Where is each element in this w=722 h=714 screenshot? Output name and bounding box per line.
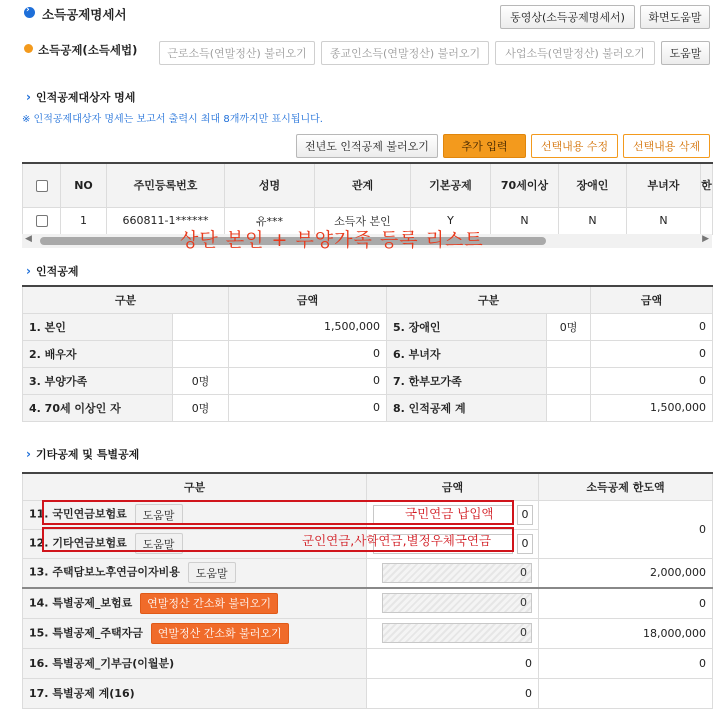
annotation-other-pension: 군인연금,사학연금,별정우체국연금 [302,533,492,548]
arrow-glyph-icon: › [26,5,30,15]
other-limit: 0 [539,588,713,618]
other-header-limit: 소득공제 한도액 [539,473,713,500]
other-label: 12. 기타연금보험료 [29,536,127,550]
personal-count [173,313,229,340]
personal-header-row [23,286,713,313]
personal-amount: 0 [229,367,387,394]
col-single-parent: 한 [701,163,713,207]
personal-header-amount-left: 금액 [229,286,387,313]
personal-label: 8. 인적공제 계 [387,394,547,421]
help-button[interactable]: 도움말 [135,504,183,525]
help-button[interactable]: 도움말 [661,41,710,65]
subheader-title: 소득공제(소득세법) [38,43,138,57]
add-entry-button[interactable]: 추가 입력 [443,134,526,158]
personal-count [173,340,229,367]
simple-import-button[interactable]: 연말정산 간소화 불러오기 [151,623,289,644]
table-row [23,558,713,588]
other-header-row [23,473,713,500]
col-over70: 70세이상 [491,163,559,207]
table-row [23,588,713,618]
other-limit: 18,000,000 [539,618,713,648]
personal-deduction-table [22,285,713,422]
personal-amount: 0 [591,340,713,367]
personal-count: 0명 [547,313,591,340]
amount-value: 0 [382,593,532,613]
row-overflow [701,207,713,234]
table-row [23,648,713,678]
personal-label: 4. 70세 이상인 자 [23,394,173,421]
section-arrow-icon: › [26,90,31,104]
import-religious-button[interactable]: 종교인소득(연말정산) 불러오기 [321,41,489,65]
annotation-national-pension: 국민연금 납입액 [405,506,494,521]
col-disabled: 장애인 [559,163,627,207]
edit-selected-button[interactable]: 선택내용 수정 [531,134,618,158]
other-label: 11. 국민연금보험료 [29,507,127,521]
amount-value: 0 [517,505,533,525]
other-label: 13. 주택담보노후연금이자비용 [29,565,180,579]
other-limit: 0 [539,648,713,678]
personal-label: 5. 장애인 [387,313,547,340]
other-amount-cell [367,588,539,618]
col-woman: 부녀자 [627,163,701,207]
personal-amount: 1,500,000 [229,313,387,340]
personal-header-amount-right: 금액 [591,286,713,313]
other-label-cell [23,588,367,618]
other-section-title [26,446,139,462]
other-label-cell [23,618,367,648]
other-limit [539,678,713,708]
personal-amount: 1,500,000 [591,394,713,421]
table-row [23,367,713,394]
personal-section-title [26,263,78,279]
col-rrn: 주민등록번호 [107,163,225,207]
table-row [23,394,713,421]
other-amount-cell [367,618,539,648]
personal-amount: 0 [229,394,387,421]
amount-value: 0 [382,623,532,643]
section-arrow-icon: › [26,447,31,461]
table-row [23,678,713,708]
section-arrow-icon: › [26,264,31,278]
personal-count [547,340,591,367]
other-title-text: 기타공제 및 특별공제 [35,448,140,461]
dependents-header-row [23,163,713,207]
dependents-title-text: 인적공제대상자 명세 [35,91,136,104]
simple-import-button[interactable]: 연말정산 간소화 불러오기 [140,593,278,614]
personal-count [547,394,591,421]
row-select-cell[interactable] [23,207,61,234]
personal-amount: 0 [591,367,713,394]
table-row [23,500,713,529]
other-label: 15. 특별공제_주택자금 [29,626,143,639]
row-name: 유*** [225,207,315,234]
personal-header-category-left: 구분 [23,286,229,313]
delete-selected-button[interactable]: 선택내용 삭제 [623,134,710,158]
personal-header-category-right: 구분 [387,286,591,313]
personal-amount: 0 [591,313,713,340]
amount-value: 0 [382,563,532,583]
dependents-note: ※ 인적공제대상자 명세는 보고서 출력시 최대 8개까지만 표시됩니다. [22,114,323,125]
personal-label: 7. 한부모가족 [387,367,547,394]
row-no: 1 [61,207,107,234]
dependents-table [22,162,713,235]
col-name: 성명 [225,163,315,207]
select-all-cell[interactable] [23,163,61,207]
personal-label: 3. 부양가족 [23,367,173,394]
screen-help-button[interactable]: 화면도움말 [640,5,710,29]
row-woman: N [627,207,701,234]
import-business-button[interactable]: 사업소득(연말정산) 불러오기 [495,41,655,65]
dependents-section-title [26,89,135,105]
other-amount-cell [367,558,539,588]
other-header-category: 구분 [23,473,367,500]
other-label: 14. 특별공제_보험료 [29,596,133,610]
row-over70: N [491,207,559,234]
other-label-cell [23,500,367,529]
bullet-icon [24,44,33,53]
other-deduction-table [22,472,713,709]
scroll-right-icon[interactable]: ▶ [702,234,709,244]
other-limit: 2,000,000 [539,558,713,588]
row-relation: 소득자 본인 [315,207,411,234]
help-button[interactable]: 도움말 [188,562,236,583]
row-rrn: 660811-1****** [107,207,225,234]
video-button[interactable]: 동영상(소득공제명세서) [500,5,635,29]
personal-amount: 0 [229,340,387,367]
page-title: 소득공제명세서 [42,7,127,22]
other-label-cell [23,558,367,588]
other-header-amount: 금액 [367,473,539,500]
other-amount: 0 [367,678,539,708]
help-button[interactable]: 도움말 [135,533,183,554]
import-wage-button[interactable]: 근로소득(연말정산) 불러오기 [159,41,315,65]
row-checkbox[interactable] [36,215,48,227]
list-overlay-caption: 상단 본인 + 부양가족 등록 리스트 [180,229,484,251]
col-no: NO [61,163,107,207]
col-basic: 기본공제 [411,163,491,207]
amount-value: 0 [517,534,533,554]
prev-year-import-button[interactable]: 전년도 인적공제 불러오기 [296,134,438,158]
personal-label: 2. 배우자 [23,340,173,367]
personal-count: 0명 [173,394,229,421]
row-disabled: N [559,207,627,234]
scroll-left-icon[interactable]: ◀ [25,234,32,244]
select-all-checkbox[interactable] [36,180,48,192]
col-relation: 관계 [315,163,411,207]
table-row [23,618,713,648]
personal-label: 6. 부녀자 [387,340,547,367]
table-row [23,340,713,367]
personal-count [547,367,591,394]
personal-label: 1. 본인 [23,313,173,340]
personal-count: 0명 [173,367,229,394]
personal-title-text: 인적공제 [35,265,79,278]
other-label: 16. 특별공제_기부금(이월분) [23,648,367,678]
row-basic: Y [411,207,491,234]
table-row [23,313,713,340]
other-limit: 0 [539,500,713,558]
other-amount: 0 [367,648,539,678]
other-label: 17. 특별공제 계(16) [23,678,367,708]
